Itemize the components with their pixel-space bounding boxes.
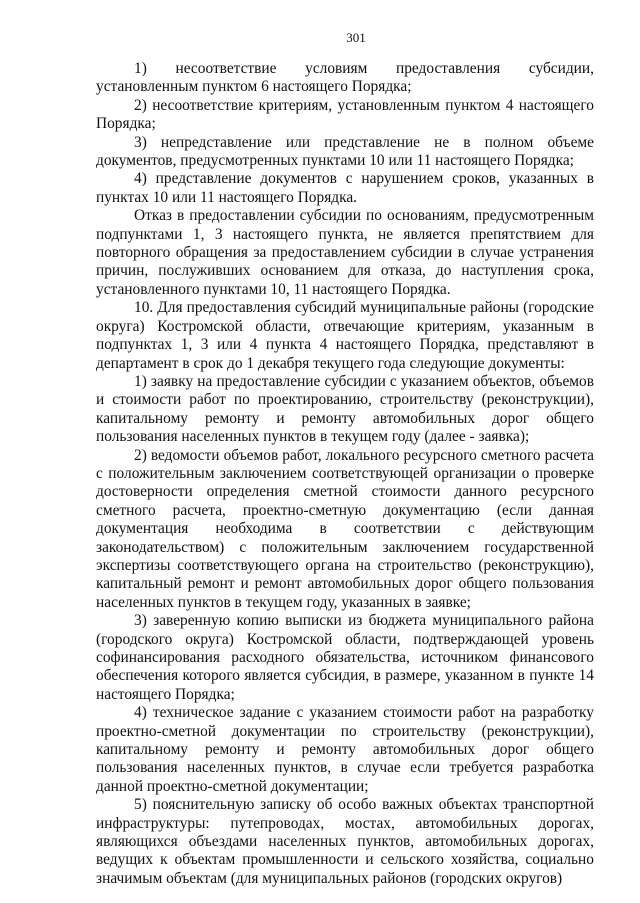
paragraph-refusal-reason-1: 1) несоответствие условиям предоставления субсидии, установленным пунктом 6 настоящего Порядка; [96,60,594,96]
paragraph-refusal-reason-4: 4) представление документов с нарушением сроков, указанных в пунктах 10 или 11 настоящего Порядка. [96,170,594,206]
page-number: 301 [346,30,366,45]
paragraph-document-1: 1) заявку на предоставление субсидии с указанием объектов, объемов и стоимости работ по проектированию, строительству (реконструкции), капитальному ремонту и ремонту автомобильных дорог общего пользования населенных пунктов в текущем году (далее - заявка); [96,372,594,446]
paragraph-document-5: 5) пояснительную записку об особо важных объектах транспортной инфраструктуры: путепроводах, мостах, автомобильных дорогах, являющихся объездами населенных пунктов, автомобильных дорогах, ведущих к объектам промышленности и сельского хозяйства, социально значимым объектам (для муниципальных районов (городских округов) [96,796,594,887]
paragraph-refusal-reason-3: 3) непредставление или представление не в полном объеме документов, предусмотренных пунктами 10 или 11 настоящего Порядка; [96,133,594,170]
paragraph-section-10: 10. Для предоставления субсидий муниципальные районы (городские округа) Костромской области, отвечающие критериям, указанным в подпунктах 1, 3 или 4 пункта 4 настоящего Порядка, представляют в департамент в срок до 1 декабря текущего года следующие документы: [96,299,594,372]
paragraph-document-3: 3) заверенную копию выписки из бюджета муниципального района (городского округа) Костромской области, подтверждающей уровень софинансирования расходного обязательства, источником финансового обеспечения которого является субсидия, в размере, указанном в пункте 14 настоящего Порядка; [96,612,594,703]
paragraph-refusal-note: Отказ в предоставлении субсидии по основаниям, предусмотренным подпунктами 1, 3 настоящего пункта, не является препятствием для повторного обращения за предоставлением субсидии в случае устранения причин, послуживших основанием для отказа, до наступления срока, установленного пунктами 10, 11 настоящего Порядка. [96,207,594,298]
paragraph-document-4: 4) техническое задание с указанием стоимости работ на разработку проектно-сметной документации по строительству (реконструкции), капитальному ремонту и ремонту автомобильных дорог общего пользования населенных пунктов, в случае если требуется разработка данной проектно-сметной документации; [96,704,594,795]
paragraph-document-2: 2) ведомости объемов работ, локального ресурсного сметного расчета с положительным заключением соответствующей организации о проверке достоверности определения сметной стоимости данного ресурсного сметного расчета, проектно-сметную документацию (если данная документация необходима в соответствии с действующим законодательством) с положительным заключением государственной экспертизы соответствующего органа на строительство (реконструкцию), капитальный ремонт и ремонт автомобильных дорог общего пользования населенных пунктов в текущем году, указанных в заявке; [96,446,594,611]
paragraph-refusal-reason-2: 2) несоответствие критериям, установленным пунктом 4 настоящего Порядка; [96,96,594,133]
